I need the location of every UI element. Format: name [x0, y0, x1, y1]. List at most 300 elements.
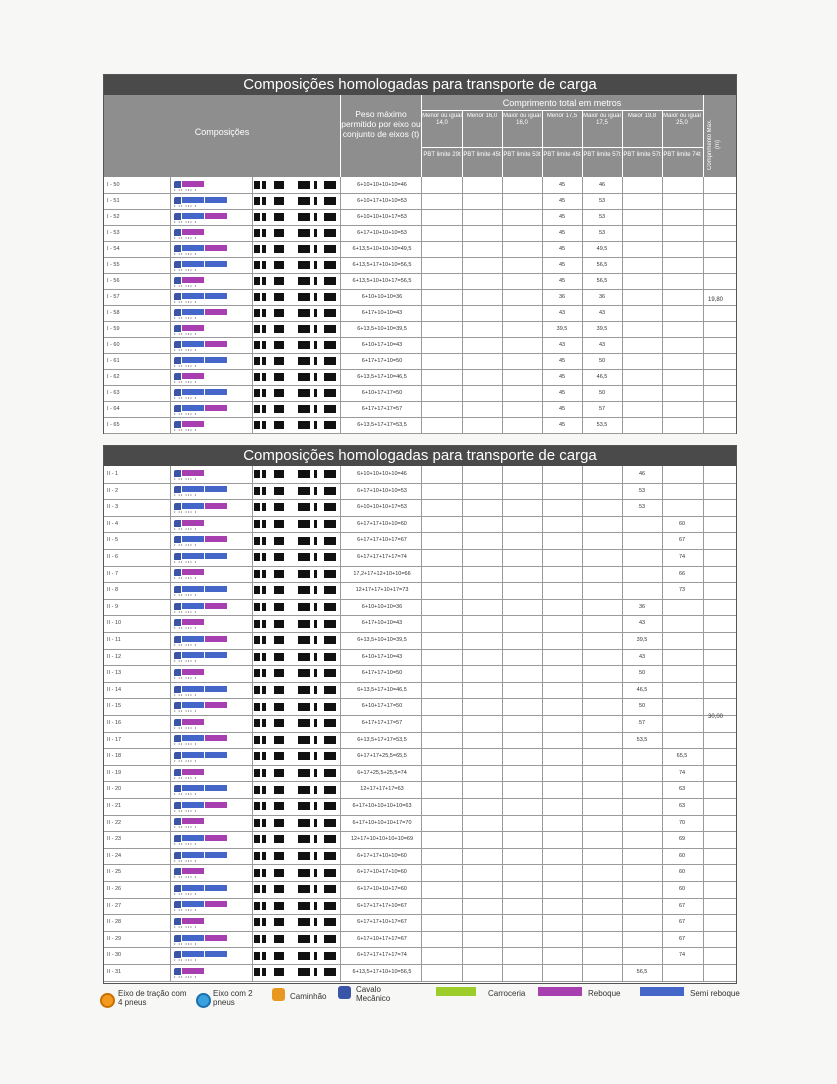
length-limit-value: 60 [678, 869, 686, 876]
composition-code: II - 11 [107, 637, 121, 643]
length-group-label: Menor ou igual 14,0 [422, 113, 462, 126]
axle-diagram-icon [254, 356, 338, 366]
composition-code: II - 21 [107, 803, 122, 809]
table-row [104, 748, 736, 766]
composition-code: II - 25 [107, 869, 122, 876]
vehicle-silhouette-icon: • •• ••• • [174, 917, 230, 928]
composition-code: I - 51 [107, 198, 120, 204]
axle-weight-formula: 6+17+10+10=43 [361, 310, 403, 316]
vehicle-silhouette-icon: • •• ••• • [174, 602, 230, 613]
length-group-label: Maior ou igual 16,0 [503, 113, 541, 126]
legend-tracao: Eixo de tração com 4 pneus [118, 989, 187, 1007]
axle-weight-formula: 6+17+17+10+17=67 [357, 537, 407, 544]
vehicle-silhouette-icon: • •• ••• • [174, 768, 230, 779]
axle-diagram-icon [254, 735, 338, 745]
vehicle-silhouette-icon: • •• ••• • [174, 867, 230, 878]
length-limit-value: 66 [678, 570, 686, 577]
axle-weight-formula: 6+13,5+17+10=46,5 [357, 686, 407, 693]
composition-code: I - 54 [107, 246, 120, 252]
header-peso: Peso máximo permitido por eixo ou conjunto de eixos (t) [341, 109, 421, 139]
length-limit-value: 63 [678, 786, 686, 793]
table-row [104, 193, 736, 210]
composition-code: II - 1 [107, 471, 119, 477]
axle-diagram-icon [254, 420, 338, 430]
axle-weight-formula: 6+17+10+10+10=53 [357, 487, 407, 494]
vehicle-silhouette-icon: • •• ••• • [174, 701, 230, 712]
axle-diagram-icon [254, 917, 338, 927]
pbt-limit-label: PBT limite 29t [423, 152, 461, 158]
axle-diagram-icon [254, 372, 338, 382]
length-limit-value: 39,5 [636, 637, 648, 643]
axle-diagram-icon [254, 388, 338, 398]
pbt-limit-label: PBT limite 53t [503, 152, 541, 158]
vehicle-silhouette-icon: • •• ••• • [174, 180, 230, 191]
vehicle-silhouette-icon: • •• ••• • [174, 244, 230, 255]
vehicle-silhouette-icon: • •• ••• • [174, 292, 230, 303]
axle-weight-formula: 6+13,5+10+10+10=49,5 [352, 246, 412, 252]
vehicle-silhouette-icon: • •• ••• • [174, 967, 230, 978]
table-row [104, 466, 736, 484]
length-limit-value: 45 [558, 198, 566, 204]
length-group-label: Menor 17,5 [546, 113, 578, 119]
length-limit-value: 45 [558, 230, 566, 236]
axle-weight-formula: 12+17+17+10+17=73 [355, 587, 409, 594]
length-limit-value: 74 [678, 952, 686, 959]
table-row [104, 931, 736, 949]
axle-weight-formula: 6+17+17+17+10=67 [357, 902, 407, 909]
vehicle-silhouette-icon: • •• ••• • [174, 420, 230, 431]
axle-diagram-icon [254, 276, 338, 286]
table-row [104, 881, 736, 899]
table-row [104, 864, 736, 882]
composition-code: II - 24 [107, 852, 122, 859]
length-limit-value: 57 [598, 406, 606, 412]
axle-weight-formula: 6+13,5+10+10+17=56,5 [352, 278, 412, 284]
axle-diagram-icon [254, 228, 338, 238]
length-limit-value: 45 [558, 390, 566, 396]
axle-weight-formula: 17,2+17+12+10+10=66 [353, 570, 411, 577]
axle-diagram-icon [254, 851, 338, 861]
axle-diagram-icon [254, 951, 338, 961]
table-row [104, 566, 736, 584]
table-1-title: Composições homologadas para transporte de carga [104, 75, 736, 95]
composition-code: II - 5 [107, 537, 119, 544]
table-row [104, 682, 736, 700]
composition-code: II - 30 [107, 952, 122, 959]
length-limit-value: 45 [558, 374, 566, 380]
length-limit-value: 56,5 [636, 969, 648, 975]
vehicle-silhouette-icon: • •• ••• • [174, 404, 230, 415]
table-row [104, 815, 736, 833]
length-limit-value: 45 [558, 182, 566, 188]
composition-code: I - 60 [107, 342, 120, 348]
length-limit-value: 53 [598, 230, 606, 236]
length-limit-value: 57 [638, 720, 646, 726]
vehicle-silhouette-icon: • •• ••• • [174, 485, 230, 496]
length-group-label: Maior 19,8 [627, 113, 657, 119]
pbt-limit-label: PBT limite 74t [663, 152, 701, 158]
pbt-limit-label: PBT limite 45t [543, 152, 581, 158]
length-limit-value: 53,5 [596, 422, 608, 428]
axle-weight-formula: 6+17+10+10+10+17=70 [352, 819, 412, 826]
axle-weight-formula: 6+17+17+10+10=60 [357, 520, 407, 527]
length-limit-value: 69 [678, 836, 686, 843]
vehicle-silhouette-icon: • •• ••• • [174, 950, 230, 961]
header-composicoes: Composições [194, 127, 250, 137]
axle-weight-formula: 6+17+17+10+17=67 [357, 919, 407, 926]
composition-code: I - 62 [107, 374, 120, 380]
vehicle-silhouette-icon: • •• ••• • [174, 340, 230, 351]
vehicle-silhouette-icon: • •• ••• • [174, 260, 230, 271]
axle-diagram-icon [254, 585, 338, 595]
composition-code: II - 16 [107, 720, 122, 726]
vehicle-silhouette-icon: • •• ••• • [174, 734, 230, 745]
table-row [104, 177, 736, 194]
table-row [104, 914, 736, 932]
table-row [104, 289, 736, 306]
axle-diagram-icon [254, 801, 338, 811]
pbt-limit-label: PBT limite 45t [463, 152, 501, 158]
axle-diagram-icon [254, 652, 338, 662]
composition-code: I - 59 [107, 326, 120, 332]
vehicle-silhouette-icon: • •• ••• • [174, 618, 230, 629]
table-row [104, 321, 736, 338]
composition-code: II - 27 [107, 902, 122, 909]
vehicle-silhouette-icon: • •• ••• • [174, 552, 230, 563]
axle-weight-formula: 6+10+17+17=50 [361, 390, 403, 396]
length-limit-value: 50 [598, 390, 606, 396]
table-row [104, 516, 736, 534]
table-row [104, 798, 736, 816]
axle-weight-formula: 6+13,5+10+10=39,5 [357, 326, 407, 332]
table-row [104, 947, 736, 965]
legend-caminhao: Caminhão [290, 992, 327, 1001]
axle-diagram-icon [254, 404, 338, 414]
length-limit-value: 43 [558, 342, 566, 348]
axle-weight-formula: 6+17+25,5+25,5=74 [357, 769, 407, 776]
table-row [104, 765, 736, 783]
table-row [104, 665, 736, 683]
length-limit-value: 60 [678, 520, 686, 527]
axle-diagram-icon [254, 340, 338, 350]
table-row [104, 732, 736, 750]
table-row [104, 225, 736, 242]
length-limit-value: 67 [678, 537, 686, 544]
axle-diagram-icon [254, 967, 338, 977]
length-limit-value: 36 [638, 603, 646, 610]
length-limit-value: 53 [598, 214, 606, 220]
axle-diagram-icon [254, 785, 338, 795]
axle-diagram-icon [254, 602, 338, 612]
length-limit-value: 53 [638, 487, 646, 494]
length-limit-value: 74 [678, 769, 686, 776]
axle-weight-formula: 6+13,5+17+17=53,5 [357, 422, 407, 428]
composition-code: II - 26 [107, 886, 122, 892]
legend-semi-reboque: Semi reboque [690, 989, 740, 998]
length-limit-value: 74 [678, 554, 686, 560]
axle-diagram-icon [254, 324, 338, 334]
length-limit-value: 65,5 [676, 753, 688, 760]
length-group-label: Menor 16,0 [466, 113, 498, 119]
vehicle-silhouette-icon: • •• ••• • [174, 324, 230, 335]
semi-reboque-swatch [640, 987, 684, 996]
table-row [104, 369, 736, 386]
table-row [104, 532, 736, 550]
axle-diagram-icon [254, 292, 338, 302]
vehicle-silhouette-icon: • •• ••• • [174, 519, 230, 530]
length-limit-value: 43 [558, 310, 566, 316]
table-row [104, 715, 736, 733]
axle-weight-formula: 6+10+17+17=50 [361, 703, 403, 710]
table-row [104, 964, 736, 982]
length-limit-value: 46,5 [636, 686, 648, 693]
composition-code: I - 52 [107, 214, 120, 220]
table-row [104, 898, 736, 916]
composition-code: I - 50 [107, 182, 120, 188]
vehicle-silhouette-icon: • •• ••• • [174, 276, 230, 287]
pbt-limit-label: PBT limite 57t [623, 152, 661, 158]
table-row [104, 257, 736, 274]
axle-diagram-icon [254, 702, 338, 712]
two-tire-axle-icon [196, 993, 211, 1008]
axle-diagram-icon [254, 768, 338, 778]
axle-diagram-icon [254, 260, 338, 270]
axle-diagram-icon [254, 569, 338, 579]
composition-code: I - 53 [107, 230, 120, 236]
length-limit-value: 39,5 [596, 326, 608, 332]
length-limit-value: 45 [558, 422, 566, 428]
axle-weight-formula: 6+17+10+10+10+10=63 [352, 803, 412, 809]
axle-weight-formula: 6+17+17+17=57 [361, 406, 403, 412]
axle-weight-formula: 6+10+10+10=36 [361, 294, 403, 300]
table-row [104, 599, 736, 617]
length-limit-value: 60 [678, 852, 686, 859]
vehicle-silhouette-icon: • •• ••• • [174, 685, 230, 696]
table-1 [103, 74, 737, 434]
length-limit-value: 56,5 [596, 262, 608, 268]
length-limit-value: 43 [638, 653, 646, 660]
table-row [104, 273, 736, 290]
length-limit-value: 50 [598, 358, 606, 364]
length-limit-value: 45 [558, 358, 566, 364]
axle-diagram-icon [254, 196, 338, 206]
length-limit-value: 56,5 [596, 278, 608, 284]
axle-weight-formula: 6+13,5+17+10+10=56,5 [352, 969, 412, 975]
vehicle-silhouette-icon: • •• ••• • [174, 535, 230, 546]
length-group-label: Maior ou igual 17,5 [583, 113, 621, 126]
composition-code: II - 7 [107, 570, 119, 577]
axle-weight-formula: 6+17+10+10+10=53 [357, 230, 407, 236]
composition-code: I - 57 [107, 294, 120, 300]
vehicle-silhouette-icon: • •• ••• • [174, 834, 230, 845]
axle-weight-formula: 6+17+17+17+17=74 [357, 952, 407, 959]
axle-diagram-icon [254, 536, 338, 546]
composition-code: II - 29 [107, 935, 122, 942]
composition-code: II - 10 [107, 620, 122, 627]
vehicle-silhouette-icon: • •• ••• • [174, 934, 230, 945]
composition-code: II - 20 [107, 786, 122, 793]
composition-code: II - 3 [107, 504, 119, 511]
length-limit-value: 53 [638, 504, 646, 511]
table-row [104, 385, 736, 402]
length-limit-value: 43 [598, 310, 606, 316]
composition-code: I - 58 [107, 310, 120, 316]
axle-diagram-icon [254, 668, 338, 678]
axle-weight-formula: 6+10+10+10=36 [361, 603, 403, 610]
vehicle-silhouette-icon: • •• ••• • [174, 212, 230, 223]
axle-weight-formula: 6+13,5+17+10=46,5 [357, 374, 407, 380]
axle-diagram-icon [254, 834, 338, 844]
axle-diagram-icon [254, 934, 338, 944]
axle-weight-formula: 6+10+10+10+17=53 [357, 504, 407, 511]
axle-weight-formula: 6+10+10+10+10=46 [357, 471, 407, 477]
table-row [104, 848, 736, 866]
vehicle-silhouette-icon: • •• ••• • [174, 668, 230, 679]
length-limit-value: 45 [558, 406, 566, 412]
axle-diagram-icon [254, 619, 338, 629]
length-limit-value: 36 [598, 294, 606, 300]
axle-weight-formula: 6+17+17+10=50 [361, 670, 403, 677]
length-limit-value: 45 [558, 246, 566, 252]
composition-code: I - 65 [107, 422, 120, 428]
table-row [104, 632, 736, 650]
composition-code: II - 2 [107, 487, 119, 494]
table-row [104, 209, 736, 226]
axle-weight-formula: 6+17+10+10+17=60 [357, 886, 407, 892]
axle-diagram-icon [254, 685, 338, 695]
axle-weight-formula: 6+10+17+10=43 [361, 653, 403, 660]
composition-code: II - 4 [107, 520, 119, 527]
table-row [104, 499, 736, 517]
composition-code: I - 64 [107, 406, 120, 412]
pbt-limit-label: PBT limite 57t [583, 152, 621, 158]
axle-diagram-icon [254, 502, 338, 512]
vehicle-silhouette-icon: • •• ••• • [174, 568, 230, 579]
axle-diagram-icon [254, 868, 338, 878]
table-2 [103, 445, 737, 984]
table-1-header [104, 95, 736, 177]
composition-code: II - 19 [107, 769, 122, 776]
vehicle-silhouette-icon: • •• ••• • [174, 196, 230, 207]
length-limit-value: 50 [638, 703, 646, 710]
legend-cavalo: Cavalo Mecânico [356, 985, 391, 1003]
vehicle-silhouette-icon: • •• ••• • [174, 651, 230, 662]
vehicle-silhouette-icon: • •• ••• • [174, 884, 230, 895]
header-comp-max: Comprimento Máx. (m) [707, 119, 721, 171]
vehicle-silhouette-icon: • •• ••• • [174, 585, 230, 596]
table-row [104, 781, 736, 799]
axle-weight-formula: 6+13,5+10+10=39,5 [357, 637, 407, 643]
composition-code: II - 14 [107, 686, 122, 693]
composition-code: II - 8 [107, 587, 119, 594]
length-limit-value: 70 [678, 819, 686, 826]
composition-code: I - 55 [107, 262, 120, 268]
carroceria-swatch [436, 987, 476, 996]
reboque-swatch [538, 987, 582, 996]
length-limit-value: 46,5 [596, 374, 608, 380]
table-row [104, 353, 736, 370]
truck-icon [272, 988, 285, 1001]
vehicle-silhouette-icon: • •• ••• • [174, 356, 230, 367]
composition-code: I - 56 [107, 278, 120, 284]
composition-code: I - 63 [107, 390, 120, 396]
vehicle-silhouette-icon: • •• ••• • [174, 751, 230, 762]
composition-code: II - 12 [107, 653, 122, 660]
length-limit-value: 46 [638, 471, 646, 477]
length-limit-value: 53 [598, 198, 606, 204]
axle-weight-formula: 6+17+17+10=50 [361, 358, 403, 364]
axle-weight-formula: 6+17+17+10+10=60 [357, 852, 407, 859]
vehicle-silhouette-icon: • •• ••• • [174, 635, 230, 646]
vehicle-silhouette-icon: • •• ••• • [174, 817, 230, 828]
table-row [104, 649, 736, 667]
vehicle-silhouette-icon: • •• ••• • [174, 502, 230, 513]
axle-diagram-icon [254, 718, 338, 728]
length-limit-value: 63 [678, 803, 686, 809]
table-row [104, 831, 736, 849]
legend-eixo-2: Eixo com 2 pneus [213, 989, 253, 1007]
table-row [104, 337, 736, 354]
axle-weight-formula: 12+17+10+10+10+10=69 [350, 836, 414, 843]
axle-weight-formula: 6+10+10+10+10=46 [357, 182, 407, 188]
table-row [104, 615, 736, 633]
length-limit-value: 53,5 [636, 736, 648, 743]
axle-weight-formula: 6+13,5+17+17=53,5 [357, 736, 407, 743]
table-row [104, 417, 736, 434]
vehicle-silhouette-icon: • •• ••• • [174, 228, 230, 239]
axle-diagram-icon [254, 552, 338, 562]
table-row [104, 305, 736, 322]
axle-diagram-icon [254, 901, 338, 911]
tractor-unit-icon [338, 986, 351, 999]
length-limit-value: 39,5 [556, 326, 568, 332]
axle-diagram-icon [254, 244, 338, 254]
length-limit-value: 67 [678, 935, 686, 942]
length-limit-value: 43 [598, 342, 606, 348]
table-row [104, 698, 736, 716]
axle-diagram-icon [254, 469, 338, 479]
table-row [104, 401, 736, 418]
axle-weight-formula: 6+17+10+17+17=67 [357, 935, 407, 942]
length-limit-value: 46 [598, 182, 606, 188]
axle-weight-formula: 6+17+17+25,5=65,5 [357, 753, 407, 760]
composition-code: II - 28 [107, 919, 122, 926]
vehicle-silhouette-icon: • •• ••• • [174, 372, 230, 383]
axle-weight-formula: 6+10+17+10=43 [361, 342, 403, 348]
axle-diagram-icon [254, 751, 338, 761]
length-group-label: Maior ou igual 25,0 [663, 113, 701, 126]
comp-max-value: 30,00 [708, 714, 724, 720]
composition-code: II - 22 [107, 819, 122, 826]
table-row [104, 582, 736, 600]
composition-code: II - 13 [107, 670, 122, 677]
axle-diagram-icon [254, 519, 338, 529]
composition-code: II - 31 [107, 969, 122, 975]
table-2-title: Composições homologadas para transporte de carga [104, 446, 736, 466]
vehicle-silhouette-icon: • •• ••• • [174, 900, 230, 911]
vehicle-silhouette-icon: • •• ••• • [174, 388, 230, 399]
composition-code: II - 15 [107, 703, 122, 710]
axle-diagram-icon [254, 884, 338, 894]
table-row [104, 549, 736, 567]
axle-weight-formula: 12+17+17+17=63 [360, 786, 404, 793]
legend [100, 983, 750, 1023]
vehicle-silhouette-icon: • •• ••• • [174, 308, 230, 319]
axle-weight-formula: 6+17+17+17+17=74 [357, 554, 407, 560]
table-row [104, 483, 736, 501]
axle-diagram-icon [254, 818, 338, 828]
composition-code: II - 6 [107, 554, 119, 560]
